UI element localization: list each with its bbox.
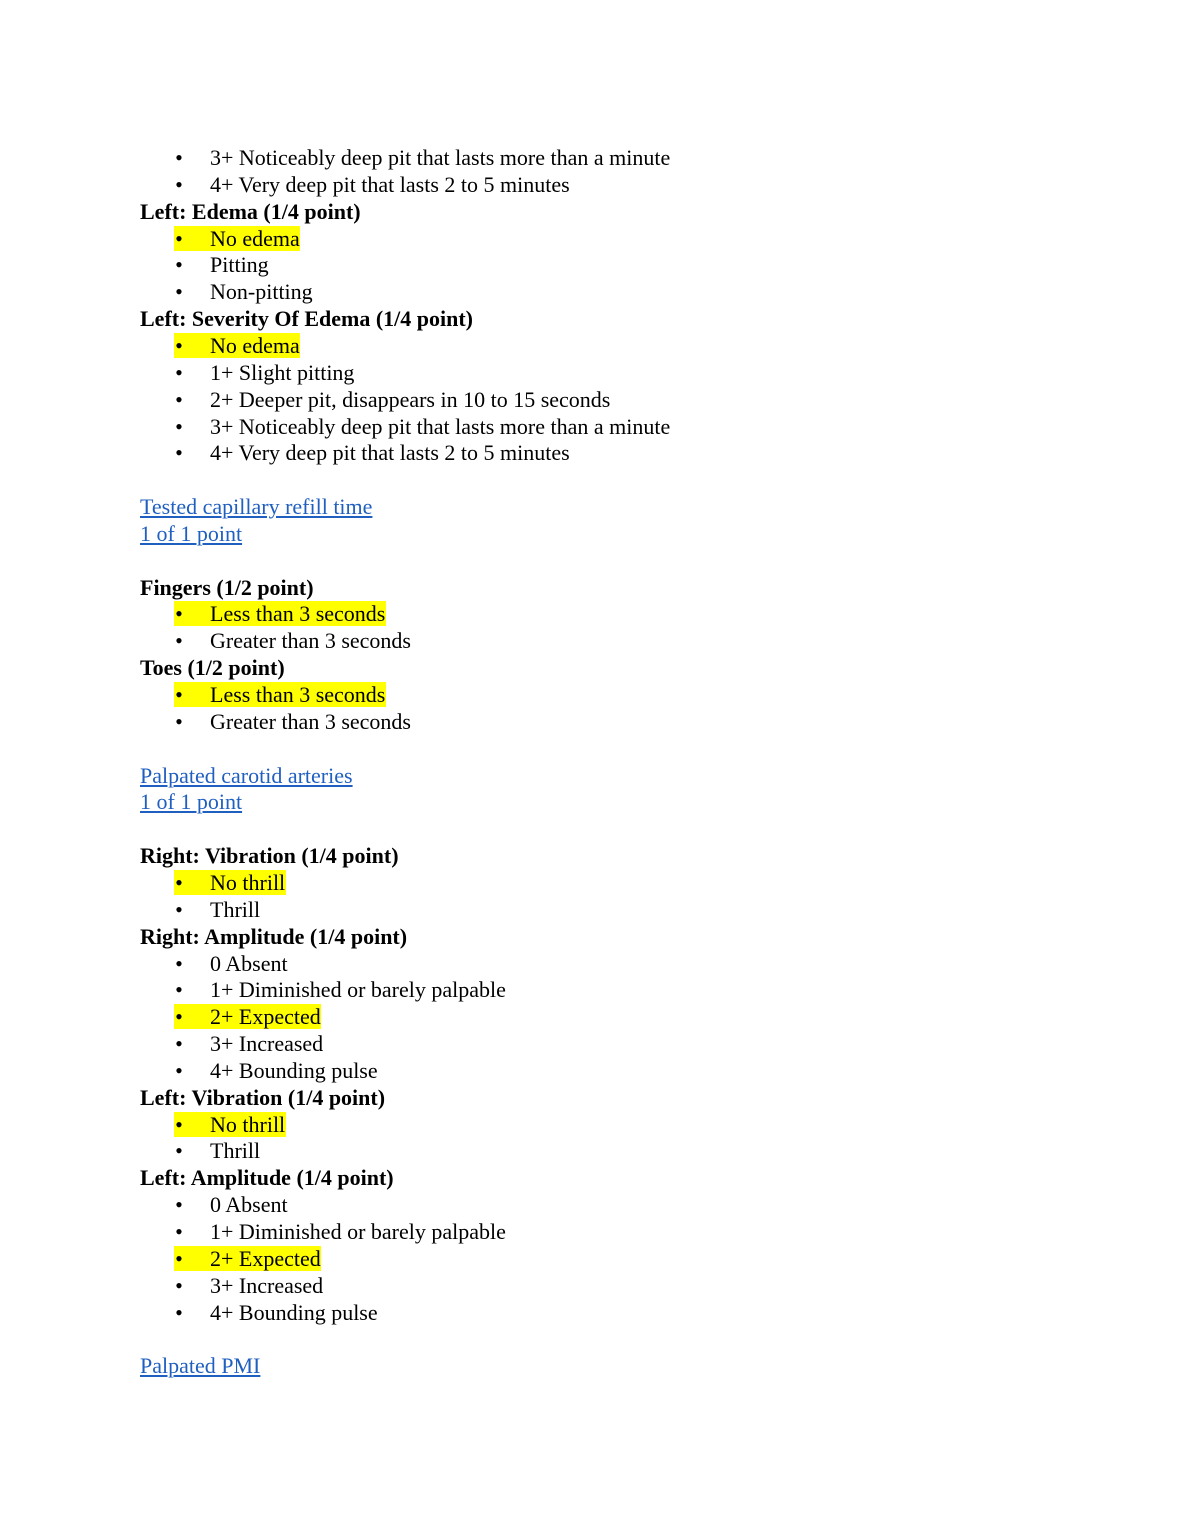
section-heading: Toes (1/2 point) — [140, 655, 285, 680]
section-link[interactable]: Palpated PMI — [140, 1353, 261, 1378]
bullet-icon: • — [175, 628, 183, 653]
list-item — [0, 1030, 1190, 1057]
bullet-icon: • — [175, 1273, 183, 1298]
bullet-icon: • — [175, 145, 183, 170]
bullet-icon: • — [175, 709, 183, 734]
list-item-selected — [0, 225, 1190, 252]
list-item-text: No edema — [210, 333, 300, 358]
bullet-icon: • — [175, 951, 183, 976]
list-item-text: 2+ Expected — [210, 1004, 321, 1029]
list-item — [0, 1191, 1190, 1218]
bullet-icon: • — [175, 279, 183, 304]
list-item-text: 4+ Bounding pulse — [210, 1300, 378, 1325]
list-item — [0, 1218, 1190, 1245]
list-item-text: 4+ Very deep pit that lasts 2 to 5 minutes — [210, 172, 570, 197]
list-item-text: 4+ Bounding pulse — [210, 1058, 378, 1083]
list-item — [0, 144, 1190, 171]
list-item-text: 3+ Noticeably deep pit that lasts more than a minute — [210, 145, 671, 170]
list-item — [0, 1057, 1190, 1084]
bullet-icon: • — [175, 226, 183, 251]
list-item-text: Pitting — [210, 252, 269, 277]
list-item — [0, 1299, 1190, 1326]
list-item-text: 1+ Diminished or barely palpable — [210, 1219, 506, 1244]
list-item-text: 3+ Increased — [210, 1031, 324, 1056]
section-heading: Fingers (1/2 point) — [140, 575, 314, 600]
list-item — [0, 278, 1190, 305]
section-link[interactable]: Tested capillary refill time — [140, 494, 373, 519]
section-heading: Left: Vibration (1/4 point) — [140, 1085, 386, 1110]
bullet-icon: • — [175, 252, 183, 277]
bullet-icon: • — [175, 1058, 183, 1083]
bullet-icon: • — [175, 1138, 183, 1163]
list-item-selected — [0, 1245, 1190, 1272]
list-item — [0, 896, 1190, 923]
bullet-icon: • — [175, 1031, 183, 1056]
list-item-text: Less than 3 seconds — [210, 682, 386, 707]
list-item-selected — [0, 1111, 1190, 1138]
section-link[interactable]: 1 of 1 point — [140, 789, 243, 814]
section-heading: Left: Edema (1/4 point) — [140, 199, 361, 224]
list-item-text: 0 Absent — [210, 1192, 288, 1217]
bullet-icon: • — [175, 977, 183, 1002]
list-item-text: 3+ Noticeably deep pit that lasts more than a minute — [210, 414, 671, 439]
bullet-icon: • — [175, 870, 183, 895]
bullet-icon: • — [175, 601, 183, 626]
bullet-icon: • — [175, 1112, 183, 1137]
list-item-text: Thrill — [210, 897, 261, 922]
list-item-text: 4+ Very deep pit that lasts 2 to 5 minutes — [210, 440, 570, 465]
list-item — [0, 359, 1190, 386]
bullet-icon: • — [175, 1004, 183, 1029]
list-item-selected — [0, 600, 1190, 627]
bullet-icon: • — [175, 360, 183, 385]
list-item-text: Greater than 3 seconds — [210, 709, 411, 734]
list-item — [0, 251, 1190, 278]
list-item-text: 1+ Slight pitting — [210, 360, 355, 385]
section-heading: Right: Vibration (1/4 point) — [140, 843, 399, 868]
bullet-icon: • — [175, 414, 183, 439]
list-item — [0, 976, 1190, 1003]
bullet-icon: • — [175, 682, 183, 707]
list-item-selected — [0, 332, 1190, 359]
list-item-selected — [0, 1003, 1190, 1030]
list-item-text: 3+ Increased — [210, 1273, 324, 1298]
list-item — [0, 439, 1190, 466]
bullet-icon: • — [175, 897, 183, 922]
list-item-text: Less than 3 seconds — [210, 601, 386, 626]
list-item-text: 2+ Deeper pit, disappears in 10 to 15 seconds — [210, 387, 611, 412]
bullet-icon: • — [175, 1219, 183, 1244]
list-item — [0, 1137, 1190, 1164]
list-item — [0, 627, 1190, 654]
section-heading: Left: Severity Of Edema (1/4 point) — [140, 306, 473, 331]
list-item — [0, 1272, 1190, 1299]
list-item-text: No thrill — [210, 1112, 286, 1137]
bullet-icon: • — [175, 1192, 183, 1217]
section-heading: Left: Amplitude (1/4 point) — [140, 1165, 394, 1190]
list-item-text: 2+ Expected — [210, 1246, 321, 1271]
bullet-icon: • — [175, 387, 183, 412]
list-item-text: 0 Absent — [210, 951, 288, 976]
list-item-selected — [0, 681, 1190, 708]
list-item-text: No edema — [210, 226, 300, 251]
bullet-icon: • — [175, 1300, 183, 1325]
bullet-icon: • — [175, 440, 183, 465]
list-item-text: Thrill — [210, 1138, 261, 1163]
list-item-selected — [0, 869, 1190, 896]
section-link[interactable]: Palpated carotid arteries — [140, 763, 353, 788]
list-item-text: No thrill — [210, 870, 286, 895]
list-item-text: Non-pitting — [210, 279, 313, 304]
bullet-icon: • — [175, 333, 183, 358]
list-item — [0, 171, 1190, 198]
section-link[interactable]: 1 of 1 point — [140, 521, 243, 546]
bullet-icon: • — [175, 1246, 183, 1271]
list-item — [0, 386, 1190, 413]
bullet-icon: • — [175, 172, 183, 197]
section-heading: Right: Amplitude (1/4 point) — [140, 924, 408, 949]
list-item — [0, 950, 1190, 977]
list-item-text: 1+ Diminished or barely palpable — [210, 977, 506, 1002]
list-item — [0, 413, 1190, 440]
list-item-text: Greater than 3 seconds — [210, 628, 411, 653]
list-item — [0, 708, 1190, 735]
